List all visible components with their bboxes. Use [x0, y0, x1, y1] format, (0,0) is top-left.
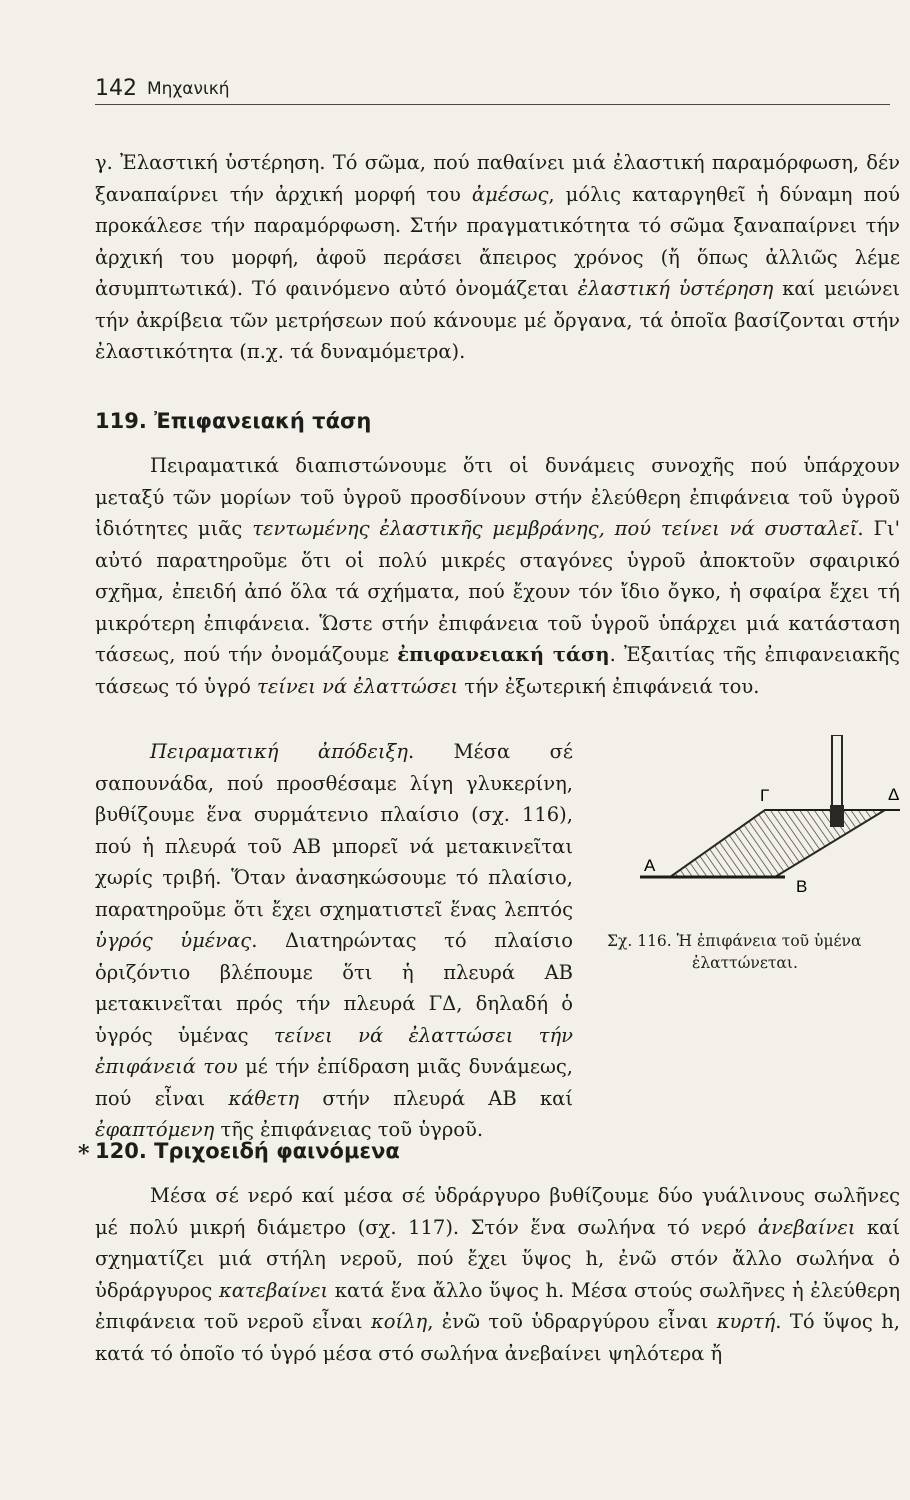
- paragraph-lead: γ. Ἐλαστική ὑστέρηση.: [95, 151, 326, 174]
- asterisk-marker: *: [78, 1141, 90, 1167]
- liquid-film: [670, 810, 885, 877]
- paragraph: Πειραματική ἀπόδειξη. Μέσα σέ σαπουνάδα, πού προσθέσαμε λίγη γλυκερίνη, βυθίζουμε ἕνα συρμάτενιο πλαίσιο (σχ. 116), πού ἡ πλευρά τοῦ ΑΒ μπορεῖ νά μετακινεῖται χωρίς τριβή. Ὅταν ἀνασηκώσουμε τό πλαίσιο, παρατηροῦμε ὅτι ἔχει σχηματιστεῖ ἕνας λεπτός ὑγρός ὑμένας. Διατηρώντας τό πλαίσιο ὁριζόντιο βλέπουμε ὅτι ἡ πλευρά ΑΒ μετακινεῖται πρός τήν πλευρά ΓΔ, δηλαδή ὁ ὑγρός ὑμένας τείνει νά ἐλαττώσει τήν ἐπιφάνειά του μέ τήν ἐπίδραση μιᾶς δυνάμεως, πού εἶναι κάθετη στήν πλευρά ΑΒ καί ἐφαπτόμενη τῆς ἐπιφάνειας τοῦ ὑγροῦ.: [95, 740, 573, 1141]
- paragraph: Πειραματικά διαπιστώνουμε ὅτι οἱ δυνάμεις συνοχῆς πού ὑπάρχουν μεταξύ τῶν μορίων τοῦ ὑγροῦ προσδίνουν στήν ἐλεύθερη ἐπιφάνεια τοῦ ὑγροῦ ἰδιότητες μιᾶς τεντωμένης ἐλαστικῆς μεμβράνης, πού τείνει νά συσταλεῖ. Γι' αὐτό παρατηροῦμε ὅτι οἱ πολύ μικρές σταγόνες ὑγροῦ ἀποκτοῦν σφαιρικό σχῆμα, ἐπειδή ἀπό ὅλα τά σχήματα, πού ἔχουν τόν ἴδιο ὄγκο, ἡ σφαίρα ἔχει τή μικρότερη ἐπιφάνεια. Ὥστε στήν ἐπιφάνεια τοῦ ὑγροῦ ὑπάρχει μιά κατάσταση τάσεως, πού τήν ὀνομάζουμε ἐπιφανειακή τάση. Ἐξαιτίας τῆς ἐπιφανειακῆς τάσεως τό ὑγρό τείνει νά ἐλαττώσει τήν ἐξωτερική ἐπιφάνειά του.: [95, 454, 901, 698]
- label-d: Δ: [888, 785, 900, 804]
- section-heading-119: 119. Ἐπιφανειακή τάση: [95, 409, 372, 433]
- page-number: 142: [95, 76, 137, 101]
- clamp: [830, 805, 844, 827]
- section-heading-120: 120. Τριχοειδή φαινόμενα: [95, 1139, 400, 1163]
- label-g: Γ: [760, 786, 770, 805]
- figure-caption: [607, 930, 907, 974]
- figure-116-wire-frame: [600, 735, 910, 935]
- running-title: Μηχανική: [147, 79, 230, 99]
- page-header: [95, 76, 890, 105]
- support-rod: [832, 735, 842, 815]
- paragraph: Μέσα σέ νερό καί μέσα σέ ὑδράργυρο βυθίζουμε δύο γυάλινους σωλῆνες μέ πολύ μικρή διάμετρο (σχ. 117). Στόν ἕνα σωλήνα τό νερό ἀνεβαίνει καί σχηματίζει μιά στήλη νεροῦ, πού ἔχει ὕψος h, ἐνῶ στόν ἄλλο σωλήνα ὁ ὑδράργυρος κατεβαίνει κατά ἕνα ἄλλο ὕψος h. Μέσα στούς σωλῆνες ἡ ἐλεύθερη ἐπιφάνεια τοῦ νεροῦ εἶναι κοίλη, ἐνῶ τοῦ ὑδραργύρου εἶναι κυρτή. Τό ὕψος h, κατά τό ὁποῖο τό ὑγρό μέσα στό σωλήνα ἀνεβαίνει ψηλότερα ἤ: [95, 1184, 901, 1365]
- section-elastic-hysteresis: [95, 147, 900, 368]
- caption-line-1: Σχ. 116. Ἡ ἐπιφάνεια τοῦ ὑμένα: [607, 932, 862, 950]
- paragraph: γ. Ἐλαστική ὑστέρηση. Τό σῶμα, πού παθαίνει μιά ἐλαστική παραμόρφωση, δέν ξαναπαίρνει τήν ἀρχική μορφή του ἀμέσως, μόλις καταργηθεῖ ἡ δύναμη πού προκάλεσε τήν παραμόρφωση. Στήν πραγματικότητα τό σῶμα ξαναπαίρνει τήν ἀρχική του μορφή, ἀφοῦ περάσει ἄπειρος χρόνος (ἤ ὅπως ἀλλιῶς λέμε ἀσυμπτωτικά). Τό φαινόμενο αὐτό ὀνομάζεται ἐλαστική ὑστέρηση καί μειώνει τήν ἀκρίβεια τῶν μετρήσεων πού κάνουμε μέ ὄργανα, τά ὁποῖα βασίζονται στήν ἐλαστικότητα (π.χ. τά δυναμόμετρα).: [95, 151, 901, 363]
- section-119-paragraph-1: [95, 450, 900, 702]
- caption-line-2: ἐλαττώνεται.: [692, 954, 798, 972]
- section-120-paragraph-1: [95, 1180, 900, 1369]
- label-a: Α: [644, 856, 656, 875]
- label-b: Β: [796, 877, 808, 896]
